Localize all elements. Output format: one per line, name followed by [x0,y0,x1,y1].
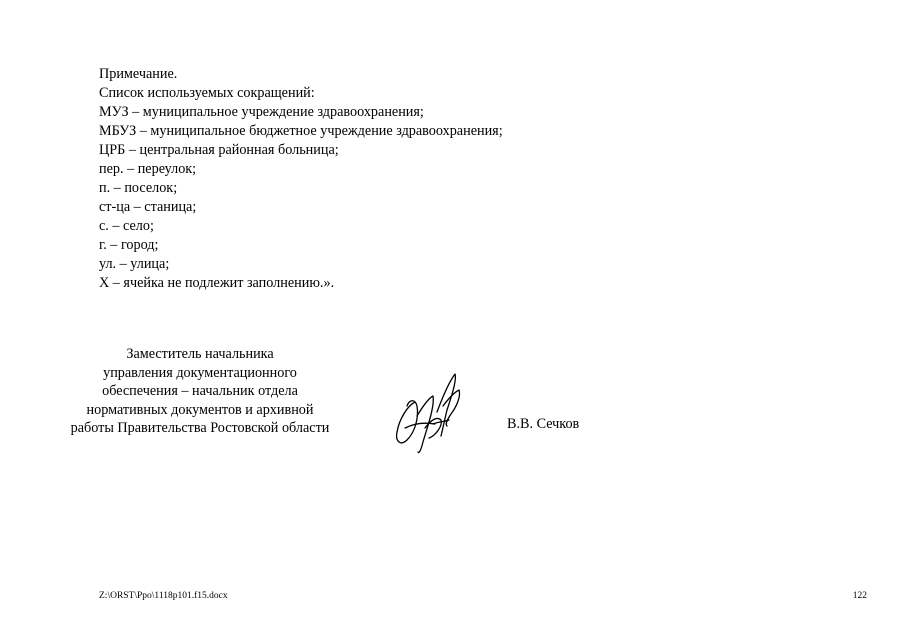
abbreviation-item: пер. – переулок; [99,161,197,177]
abbreviation-item: МБУЗ – муниципальное бюджетное учреждение здравоохранения; [99,123,503,139]
signatory-position [40,345,360,438]
abbreviation-item: Х – ячейка не подлежит заполнению.». [99,275,335,291]
position-line: управления документационного [103,364,297,381]
footer-file-path: Z:\ORST\Ppo\1118p101.f15.docx [99,591,228,601]
note-heading: Примечание. [99,66,178,82]
signer-name: В.В. Сечков [507,416,580,432]
position-line: обеспечения – начальник отдела [102,383,298,400]
position-line: нормативных документов и архивной [86,401,314,418]
position-line: работы Правительства Ростовской области [70,420,330,437]
handwritten-signature [385,366,475,458]
abbreviation-item: г. – город; [99,237,159,253]
abbreviation-item: ст-ца – станица; [99,199,197,215]
page-number: 122 [852,591,867,601]
abbreviation-item: МУЗ – муниципальное учреждение здравоохранения; [99,104,424,120]
abbreviation-item: ЦРБ – центральная районная больница; [99,142,339,158]
abbreviation-item: с. – село; [99,218,154,234]
position-line: Заместитель начальника [126,346,274,362]
abbreviations-note [99,65,659,293]
abbreviation-item: п. – поселок; [99,180,178,196]
abbreviations-list-title: Список используемых сокращений: [99,85,315,101]
abbreviation-item: ул. – улица; [99,256,170,272]
